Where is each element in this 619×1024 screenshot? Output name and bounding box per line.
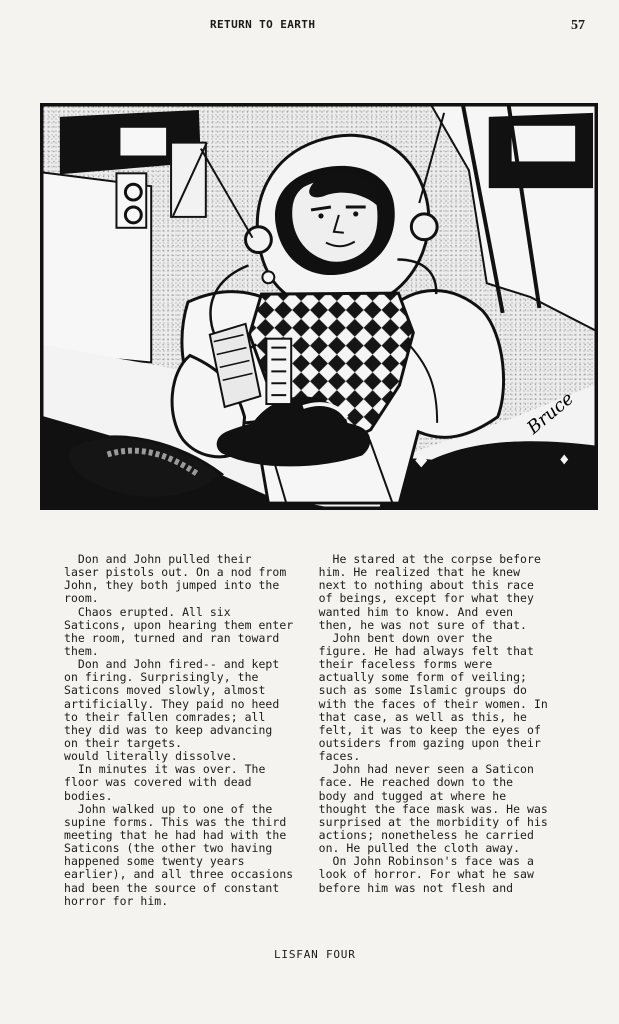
right-line-26: before him was not flesh and	[318, 880, 514, 895]
page-footer: LISFAN FOUR	[274, 948, 356, 961]
left-line-1: Don and John pulled their	[64, 552, 252, 566]
right-line-17: John had never seen a Saticon	[318, 762, 534, 777]
left-line-12: artificially. They paid no heed	[64, 696, 280, 711]
left-line-6: Saticons, upon hearing them enter	[64, 617, 294, 632]
left-line-3: John, they both jumped into the	[64, 578, 280, 593]
right-line-1: He stared at the corpse before	[318, 552, 541, 566]
right-line-21: surprised at the morbidity of his	[318, 814, 548, 829]
astronaut-illustration	[42, 105, 596, 508]
right-line-16: faces.	[318, 749, 361, 764]
left-line-24: happened some twenty years	[64, 854, 245, 869]
left-line-10: on firing. Surprisingly, the	[64, 670, 259, 685]
left-line-15: on their targets.	[64, 735, 183, 750]
left-line-19: bodies.	[64, 788, 113, 803]
right-line-12: with the faces of their women. In	[318, 696, 548, 711]
page-header-title: RETURN TO EARTH	[210, 18, 316, 31]
right-line-8: figure. He had always felt that	[318, 643, 534, 658]
left-line-14: they did was to keep advancing	[64, 722, 273, 737]
left-line-17: In minutes it was over. The	[64, 762, 266, 777]
left-line-7: the room, turned and ran toward	[64, 630, 280, 645]
right-line-10: actually some form of veiling;	[318, 670, 528, 685]
left-line-21: supine forms. This was the third	[64, 814, 287, 829]
left-line-20: John walked up to one of the	[64, 801, 273, 816]
right-line-9: their faceless forms were	[318, 657, 493, 672]
right-line-14: felt, it was to keep the eyes of	[318, 722, 541, 737]
left-line-8: them.	[64, 643, 99, 658]
article-body	[64, 553, 612, 913]
left-line-2: laser pistols out. On a nod from	[64, 565, 287, 580]
left-line-9: Don and John fired-- and kept	[64, 657, 280, 672]
right-line-5: wanted him to know. And even	[318, 604, 514, 619]
right-line-19: body and tugged at where he	[318, 788, 507, 803]
left-line-5: Chaos erupted. All six	[64, 604, 231, 619]
illustration-frame	[40, 103, 598, 510]
right-line-2: him. He realized that he knew	[318, 565, 521, 580]
right-line-11: such as some Islamic groups do	[318, 683, 528, 698]
left-line-27: horror for him.	[64, 893, 169, 908]
left-line-4: room.	[64, 591, 99, 606]
right-line-15: outsiders from gazing upon their	[318, 735, 541, 750]
left-line-11: Saticons moved slowly, almost	[64, 683, 266, 698]
right-line-4: of beings, except for what they	[318, 591, 534, 606]
right-line-23: on. He pulled the cloth away.	[318, 841, 521, 856]
left-line-25: earlier), and all three occasions	[64, 867, 294, 882]
left-line-18: floor was covered with dead	[64, 775, 252, 790]
right-line-3: next to nothing about this race	[318, 578, 534, 593]
right-line-7: John bent down over the	[318, 630, 493, 645]
left-column-text	[64, 553, 319, 913]
right-line-25: look of horror. For what he saw	[318, 867, 534, 882]
right-line-18: face. He reached down to the	[318, 775, 514, 790]
page-number: 57	[571, 18, 585, 33]
right-line-6: then, he was not sure of that.	[318, 617, 528, 632]
left-line-22: meeting that he had had with the	[64, 827, 287, 842]
left-line-26: had been the source of constant	[64, 880, 280, 895]
right-line-20: thought the face mask was. He was	[318, 801, 548, 816]
svg-text:Bruce: Bruce	[523, 388, 578, 439]
left-line-23: Saticons (the other two having	[64, 841, 273, 856]
right-line-13: that case, as well as this, he	[318, 709, 528, 724]
right-line-24: On John Robinson's face was a	[318, 854, 534, 869]
right-line-22: actions; nonetheless he carried	[318, 827, 534, 842]
right-column-text	[319, 553, 585, 913]
left-line-16: would literally dissolve.	[64, 749, 238, 764]
left-line-13: to their fallen comrades; all	[64, 709, 266, 724]
